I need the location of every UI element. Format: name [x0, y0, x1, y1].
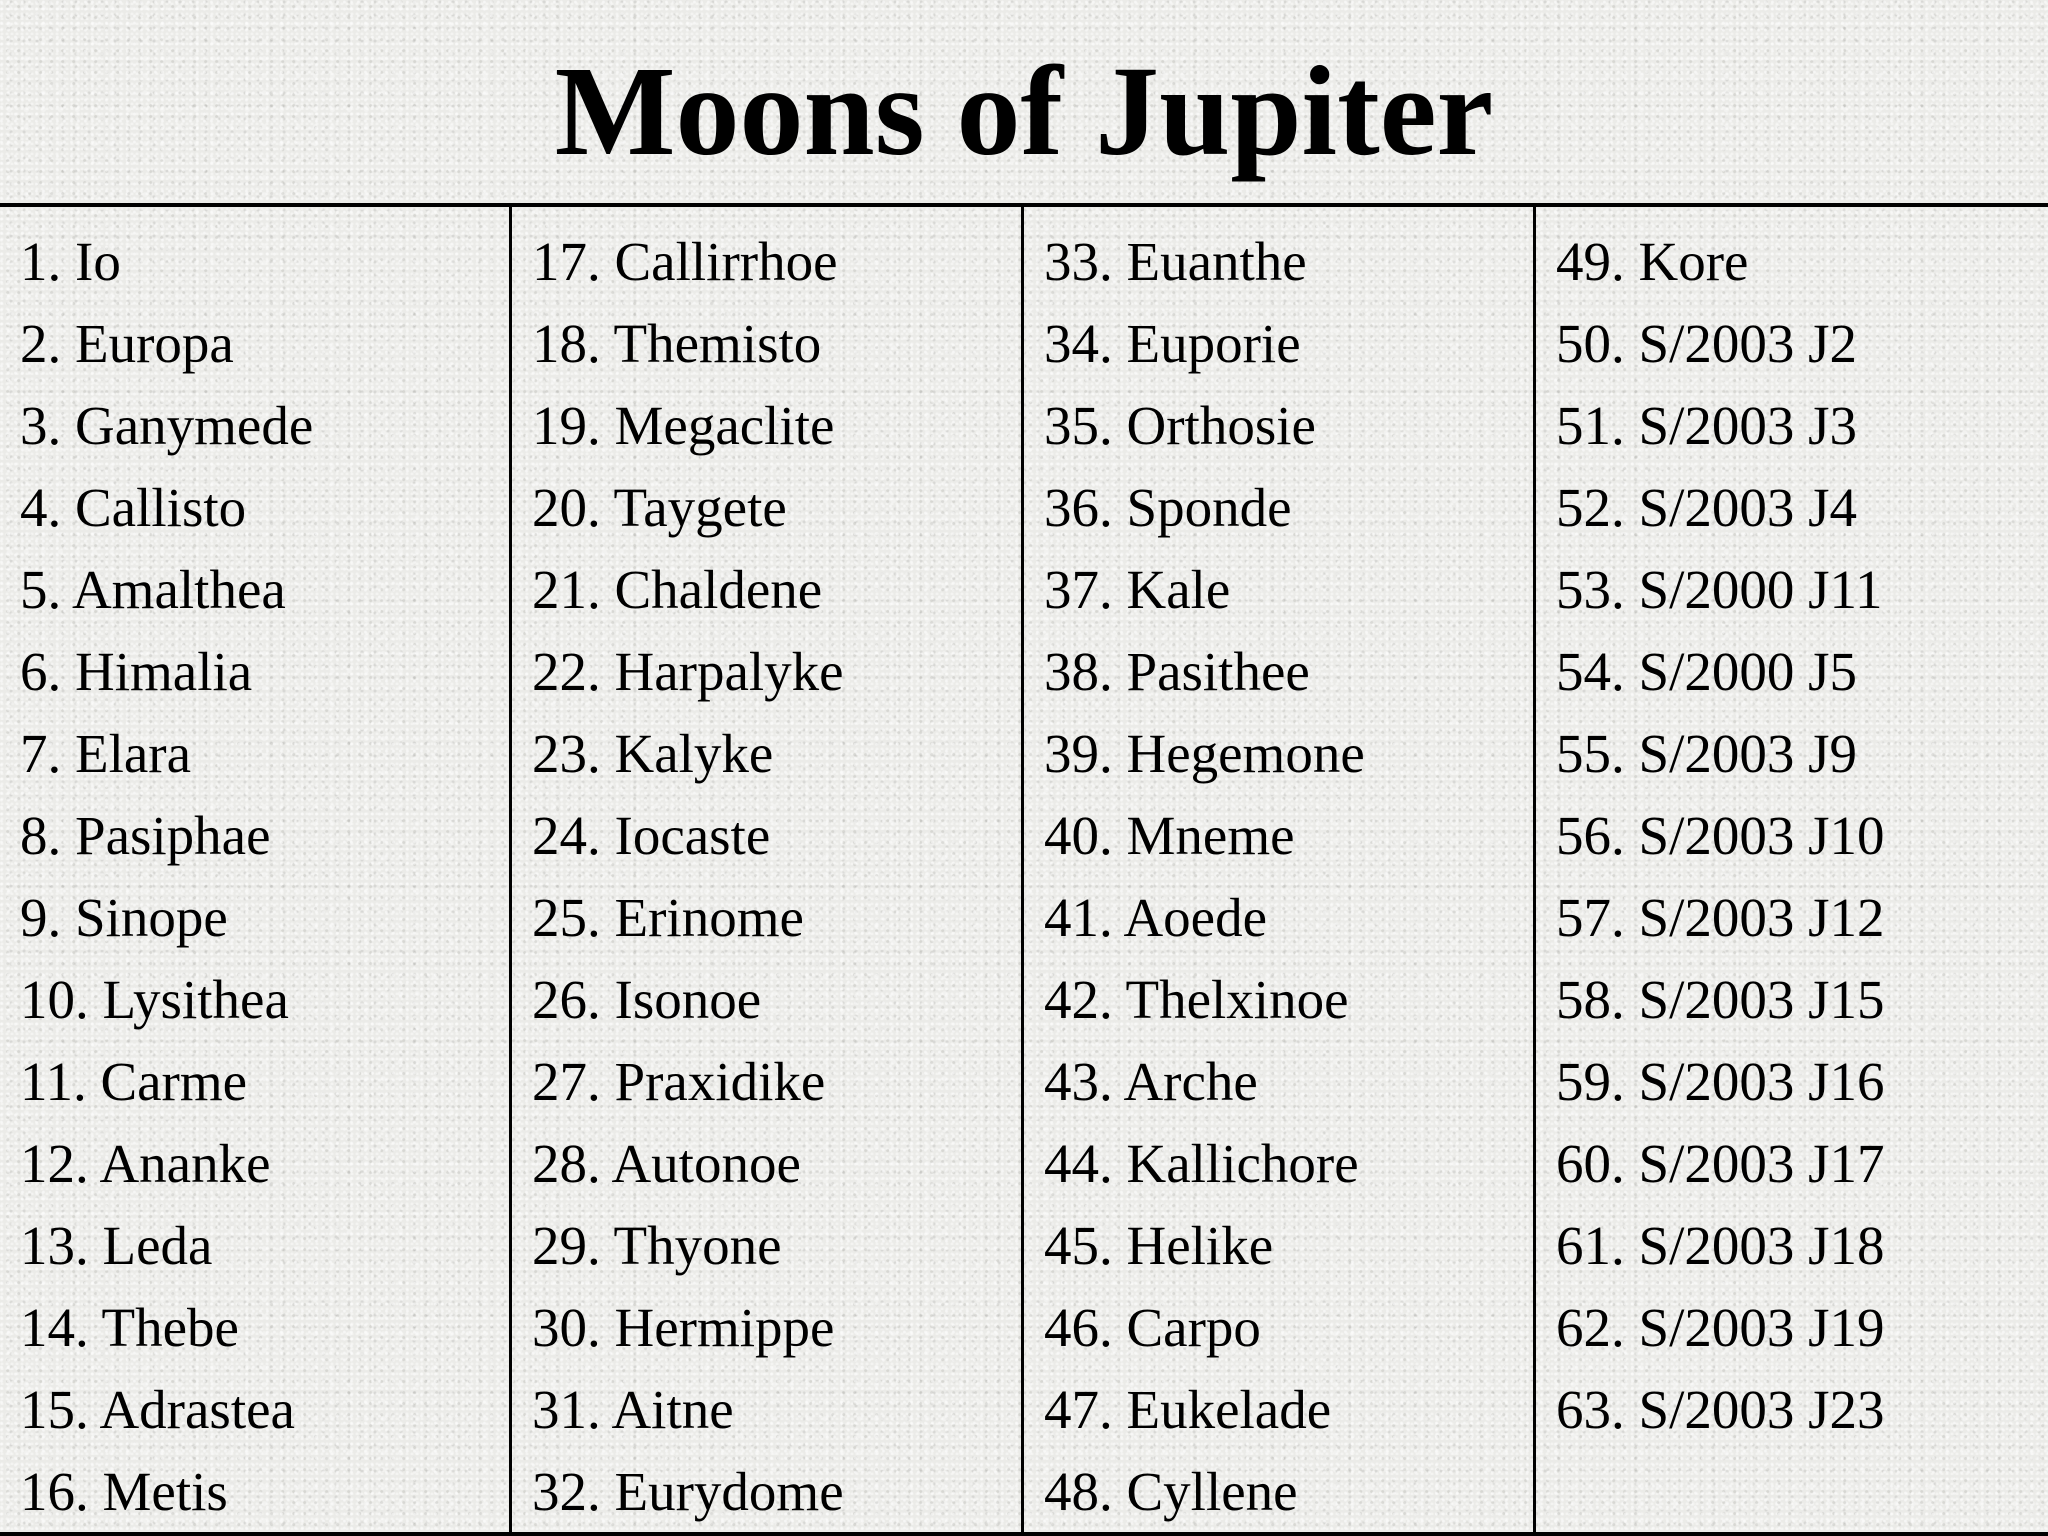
moon-item: 30. Hermippe [532, 1297, 835, 1358]
moon-item: 6. Himalia [20, 641, 253, 702]
moon-item: 60. S/2003 J17 [1556, 1133, 1885, 1194]
moon-item: 18. Themisto [532, 313, 822, 374]
moon-item: 52. S/2003 J4 [1556, 477, 1858, 538]
moon-item: 29. Thyone [532, 1215, 782, 1276]
moon-item: 35. Orthosie [1044, 395, 1316, 456]
moon-item: 31. Aitne [532, 1379, 734, 1440]
moon-item: 40. Mneme [1044, 805, 1295, 866]
moon-item: 20. Taygete [532, 477, 787, 538]
moon-item: 45. Helike [1044, 1215, 1274, 1276]
moon-item: 47. Eukelade [1044, 1379, 1332, 1440]
moon-item: 42. Thelxinoe [1044, 969, 1349, 1030]
moon-item: 14. Thebe [20, 1297, 239, 1358]
moon-item: 3. Ganymede [20, 395, 314, 456]
moon-item: 57. S/2003 J12 [1556, 887, 1885, 948]
moon-item: 54. S/2000 J5 [1556, 641, 1858, 702]
moon-item: 32. Eurydome [532, 1461, 844, 1522]
moon-item: 61. S/2003 J18 [1556, 1215, 1885, 1276]
moon-item: 27. Praxidike [532, 1051, 826, 1112]
moon-item: 16. Metis [20, 1461, 228, 1522]
moon-item: 7. Elara [20, 723, 192, 784]
moons-column-1 [0, 207, 512, 1532]
moon-item: 36. Sponde [1044, 477, 1292, 538]
moon-item: 11. Carme [20, 1051, 248, 1112]
moon-item: 37. Kale [1044, 559, 1231, 620]
moon-item: 38. Pasithee [1044, 641, 1310, 702]
moons-column-4 [1536, 207, 2048, 1532]
moon-item: 4. Callisto [20, 477, 247, 538]
moon-item: 53. S/2000 J11 [1556, 559, 1883, 620]
moon-item: 9. Sinope [20, 887, 228, 948]
moon-item: 50. S/2003 J2 [1556, 313, 1858, 374]
moon-item: 10. Lysithea [20, 969, 289, 1030]
moon-item: 28. Autonoe [532, 1133, 801, 1194]
moon-item: 49. Kore [1556, 231, 1749, 292]
moon-item: 15. Adrastea [20, 1379, 295, 1440]
moons-table [0, 203, 2048, 1536]
moon-item: 51. S/2003 J3 [1556, 395, 1858, 456]
moon-item: 44. Kallichore [1044, 1133, 1359, 1194]
moon-item: 46. Carpo [1044, 1297, 1261, 1358]
moon-item: 25. Erinome [532, 887, 804, 948]
moon-item: 58. S/2003 J15 [1556, 969, 1885, 1030]
moon-item: 19. Megaclite [532, 395, 835, 456]
moon-item: 59. S/2003 J16 [1556, 1051, 1885, 1112]
moon-item: 55. S/2003 J9 [1556, 723, 1858, 784]
moon-item: 2. Europa [20, 313, 234, 374]
moon-item: 1. Io [20, 231, 121, 292]
moon-item: 26. Isonoe [532, 969, 762, 1030]
moon-item: 56. S/2003 J10 [1556, 805, 1885, 866]
moon-item: 43. Arche [1044, 1051, 1258, 1112]
page-title: Moons of Jupiter [554, 40, 1494, 182]
moon-item: 22. Harpalyke [532, 641, 844, 702]
moon-item: 13. Leda [20, 1215, 213, 1276]
moon-item: 5. Amalthea [20, 559, 286, 620]
moon-item: 24. Iocaste [532, 805, 771, 866]
moon-item: 41. Aoede [1044, 887, 1268, 948]
moon-item: 12. Ananke [20, 1133, 271, 1194]
moon-item: 39. Hegemone [1044, 723, 1365, 784]
moon-item: 33. Euanthe [1044, 231, 1307, 292]
moon-item: 23. Kalyke [532, 723, 774, 784]
moon-item: 21. Chaldene [532, 559, 823, 620]
moons-column-2 [512, 207, 1024, 1532]
moons-column-3 [1024, 207, 1536, 1532]
moon-item: 17. Callirrhoe [532, 231, 838, 292]
moon-item: 62. S/2003 J19 [1556, 1297, 1885, 1358]
moon-item: 34. Euporie [1044, 313, 1301, 374]
moon-item: 48. Cyllene [1044, 1461, 1298, 1522]
moon-item: 63. S/2003 J23 [1556, 1379, 1885, 1440]
moon-item: 8. Pasiphae [20, 805, 271, 866]
